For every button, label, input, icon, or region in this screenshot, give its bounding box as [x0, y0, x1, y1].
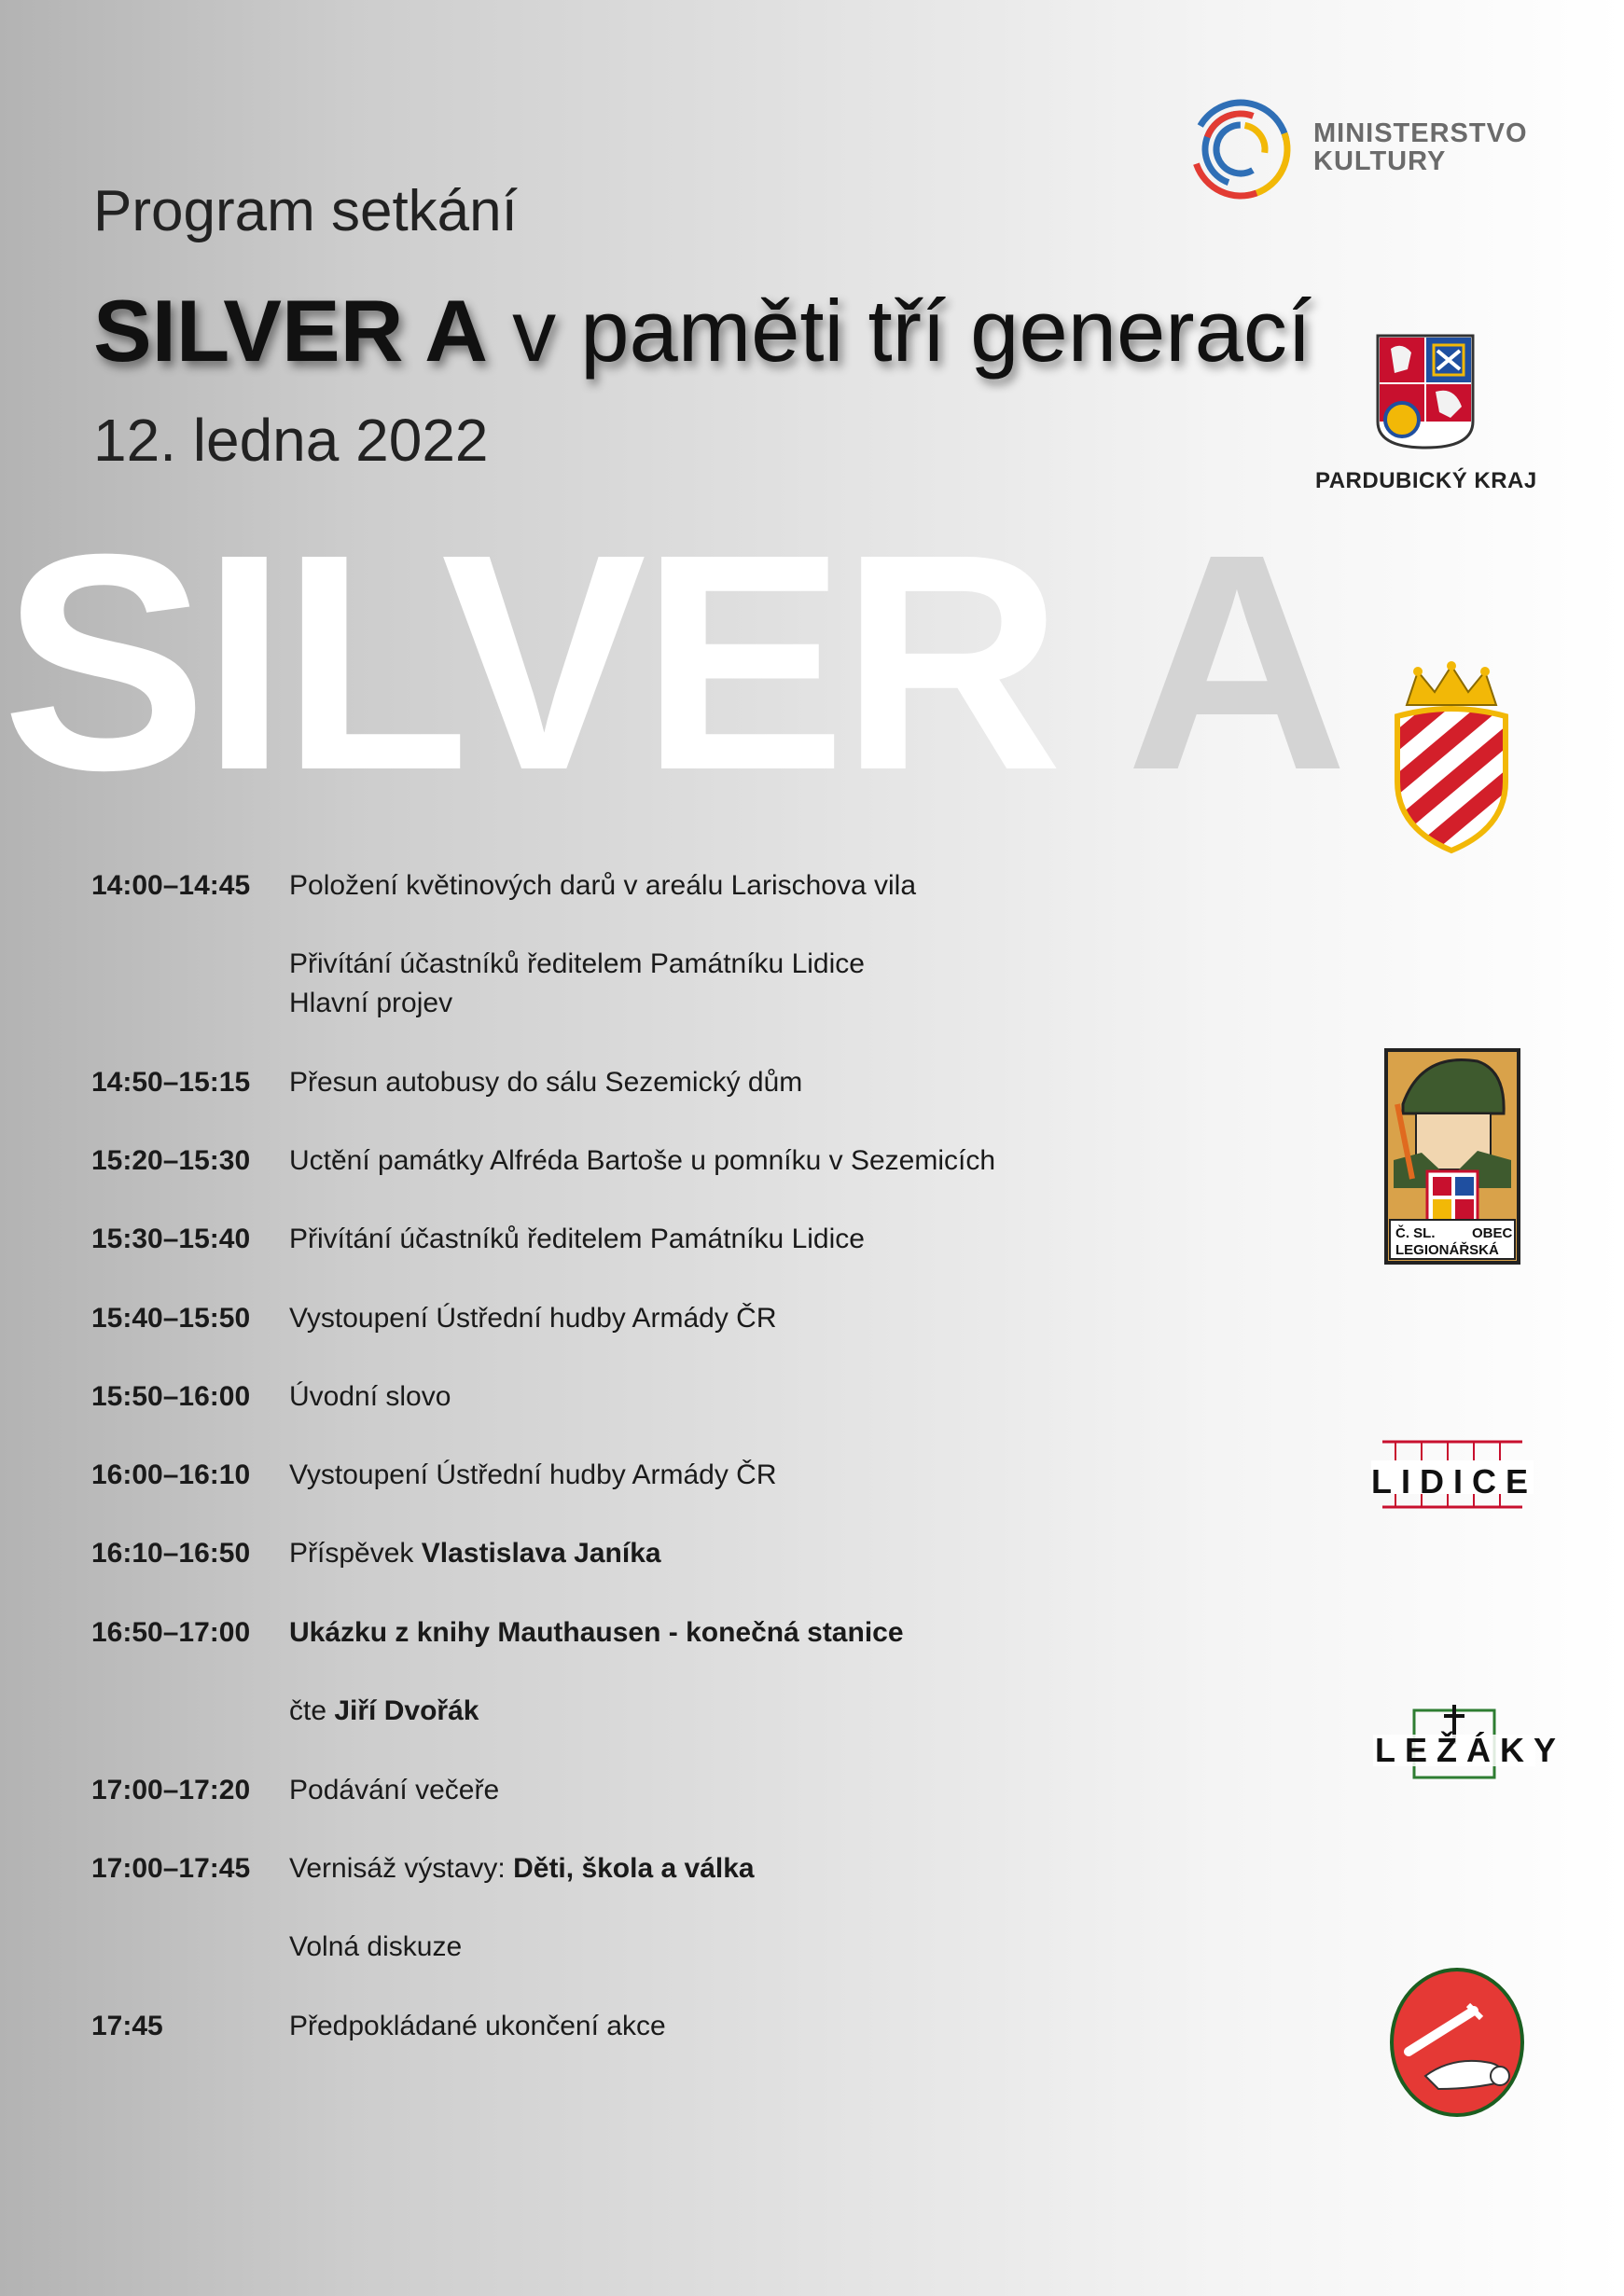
- program-desc: Hlavní projev: [289, 988, 453, 1018]
- program-desc: [289, 1537, 661, 1570]
- coat-of-arms-icon: [1374, 332, 1477, 451]
- page-title: [93, 282, 1312, 380]
- subtitle: Program setkání: [93, 179, 518, 243]
- legionarska-obec-logo: [1384, 1048, 1520, 1269]
- program-desc: [289, 1616, 904, 1650]
- crowned-shield-icon: [1390, 660, 1513, 854]
- desc-plain: Vernisáž výstavy:: [289, 1853, 514, 1884]
- program-time: 16:10–16:50: [91, 1538, 251, 1569]
- watermark-tail: A: [1057, 490, 1343, 834]
- program-desc: Volná diskuze: [289, 1931, 463, 1962]
- ministerstvo-kultury-logo: [1187, 97, 1295, 206]
- program-desc: Podávání večeře: [289, 1775, 500, 1805]
- program-desc: Položení květinových darů v areálu Larischova vila: [289, 870, 917, 901]
- program-time: 17:45: [91, 2011, 163, 2041]
- program-time: 15:50–16:00: [91, 1381, 251, 1412]
- program-time: 16:50–17:00: [91, 1617, 251, 1648]
- lezaky-label: LEŽÁKY: [1375, 1731, 1565, 1769]
- ministerstvo-kultury-icon: [1187, 97, 1295, 201]
- watermark-main: SILVER: [2, 490, 1058, 834]
- desc-plain: Příspěvek: [289, 1538, 422, 1569]
- program-desc: Vystoupení Ústřední hudby Armády ČR: [289, 1459, 777, 1490]
- pardubicky-kraj-label: PARDUBICKÝ KRAJ: [1315, 468, 1537, 493]
- mk-line-2: KULTURY: [1313, 146, 1447, 176]
- legionnaire-icon: [1384, 1048, 1520, 1265]
- program-desc: [289, 1852, 755, 1886]
- program-time: 17:00–17:20: [91, 1775, 251, 1805]
- program-time: 14:00–14:45: [91, 870, 251, 901]
- program-time: 14:50–15:15: [91, 1067, 251, 1098]
- title-rest: v paměti tří generací: [488, 282, 1312, 380]
- program-desc: Předpokládané ukončení akce: [289, 2011, 666, 2041]
- legie-line-3: LEGIONÁŘSKÁ: [1395, 1242, 1499, 1258]
- program-time: 15:30–15:40: [91, 1224, 251, 1254]
- pardubicky-kraj-coat-of-arms: [1374, 332, 1477, 456]
- program-desc: Úvodní slovo: [289, 1381, 451, 1412]
- arm-sword-icon: [1388, 1966, 1526, 2119]
- program-time: 15:40–15:50: [91, 1303, 251, 1334]
- program-time: 15:20–15:30: [91, 1145, 251, 1176]
- ministerstvo-kultury-text: [1313, 119, 1528, 175]
- program-desc: Uctění památky Alfréda Bartoše u pomníku v Sezemicích: [289, 1145, 996, 1176]
- silver-a-watermark: [2, 490, 1343, 834]
- desc-plain: čte: [289, 1695, 335, 1726]
- desc-bold: Jiří Dvořák: [334, 1695, 479, 1726]
- event-date: 12. ledna 2022: [93, 407, 489, 474]
- desc-bold: Ukázku z knihy Mauthausen - konečná stanice: [289, 1617, 904, 1648]
- desc-bold: Vlastislava Janíka: [421, 1538, 661, 1569]
- program-desc: Přivítání účastníků ředitelem Památníku Lidice: [289, 1224, 865, 1254]
- program-desc: Vystoupení Ústřední hudby Armády ČR: [289, 1303, 777, 1334]
- program-time: 17:00–17:45: [91, 1853, 251, 1884]
- mk-line-1: MINISTERSTVO: [1313, 118, 1528, 148]
- program-desc: [289, 1694, 479, 1728]
- legie-line-2: OBEC: [1472, 1225, 1513, 1241]
- desc-bold: Děti, škola a válka: [513, 1853, 755, 1884]
- sezemice-crest: [1390, 660, 1513, 859]
- legie-line-1: Č. SL.: [1395, 1225, 1436, 1241]
- title-bold: SILVER A: [93, 282, 489, 380]
- program-desc: Přivítání účastníků ředitelem Památníku Lidice: [289, 948, 865, 979]
- program-desc: Přesun autobusy do sálu Sezemický dům: [289, 1067, 803, 1098]
- program-time: 16:00–16:10: [91, 1459, 251, 1490]
- lidice-label: LIDICE: [1371, 1462, 1538, 1501]
- armed-arm-emblem: [1388, 1966, 1526, 2123]
